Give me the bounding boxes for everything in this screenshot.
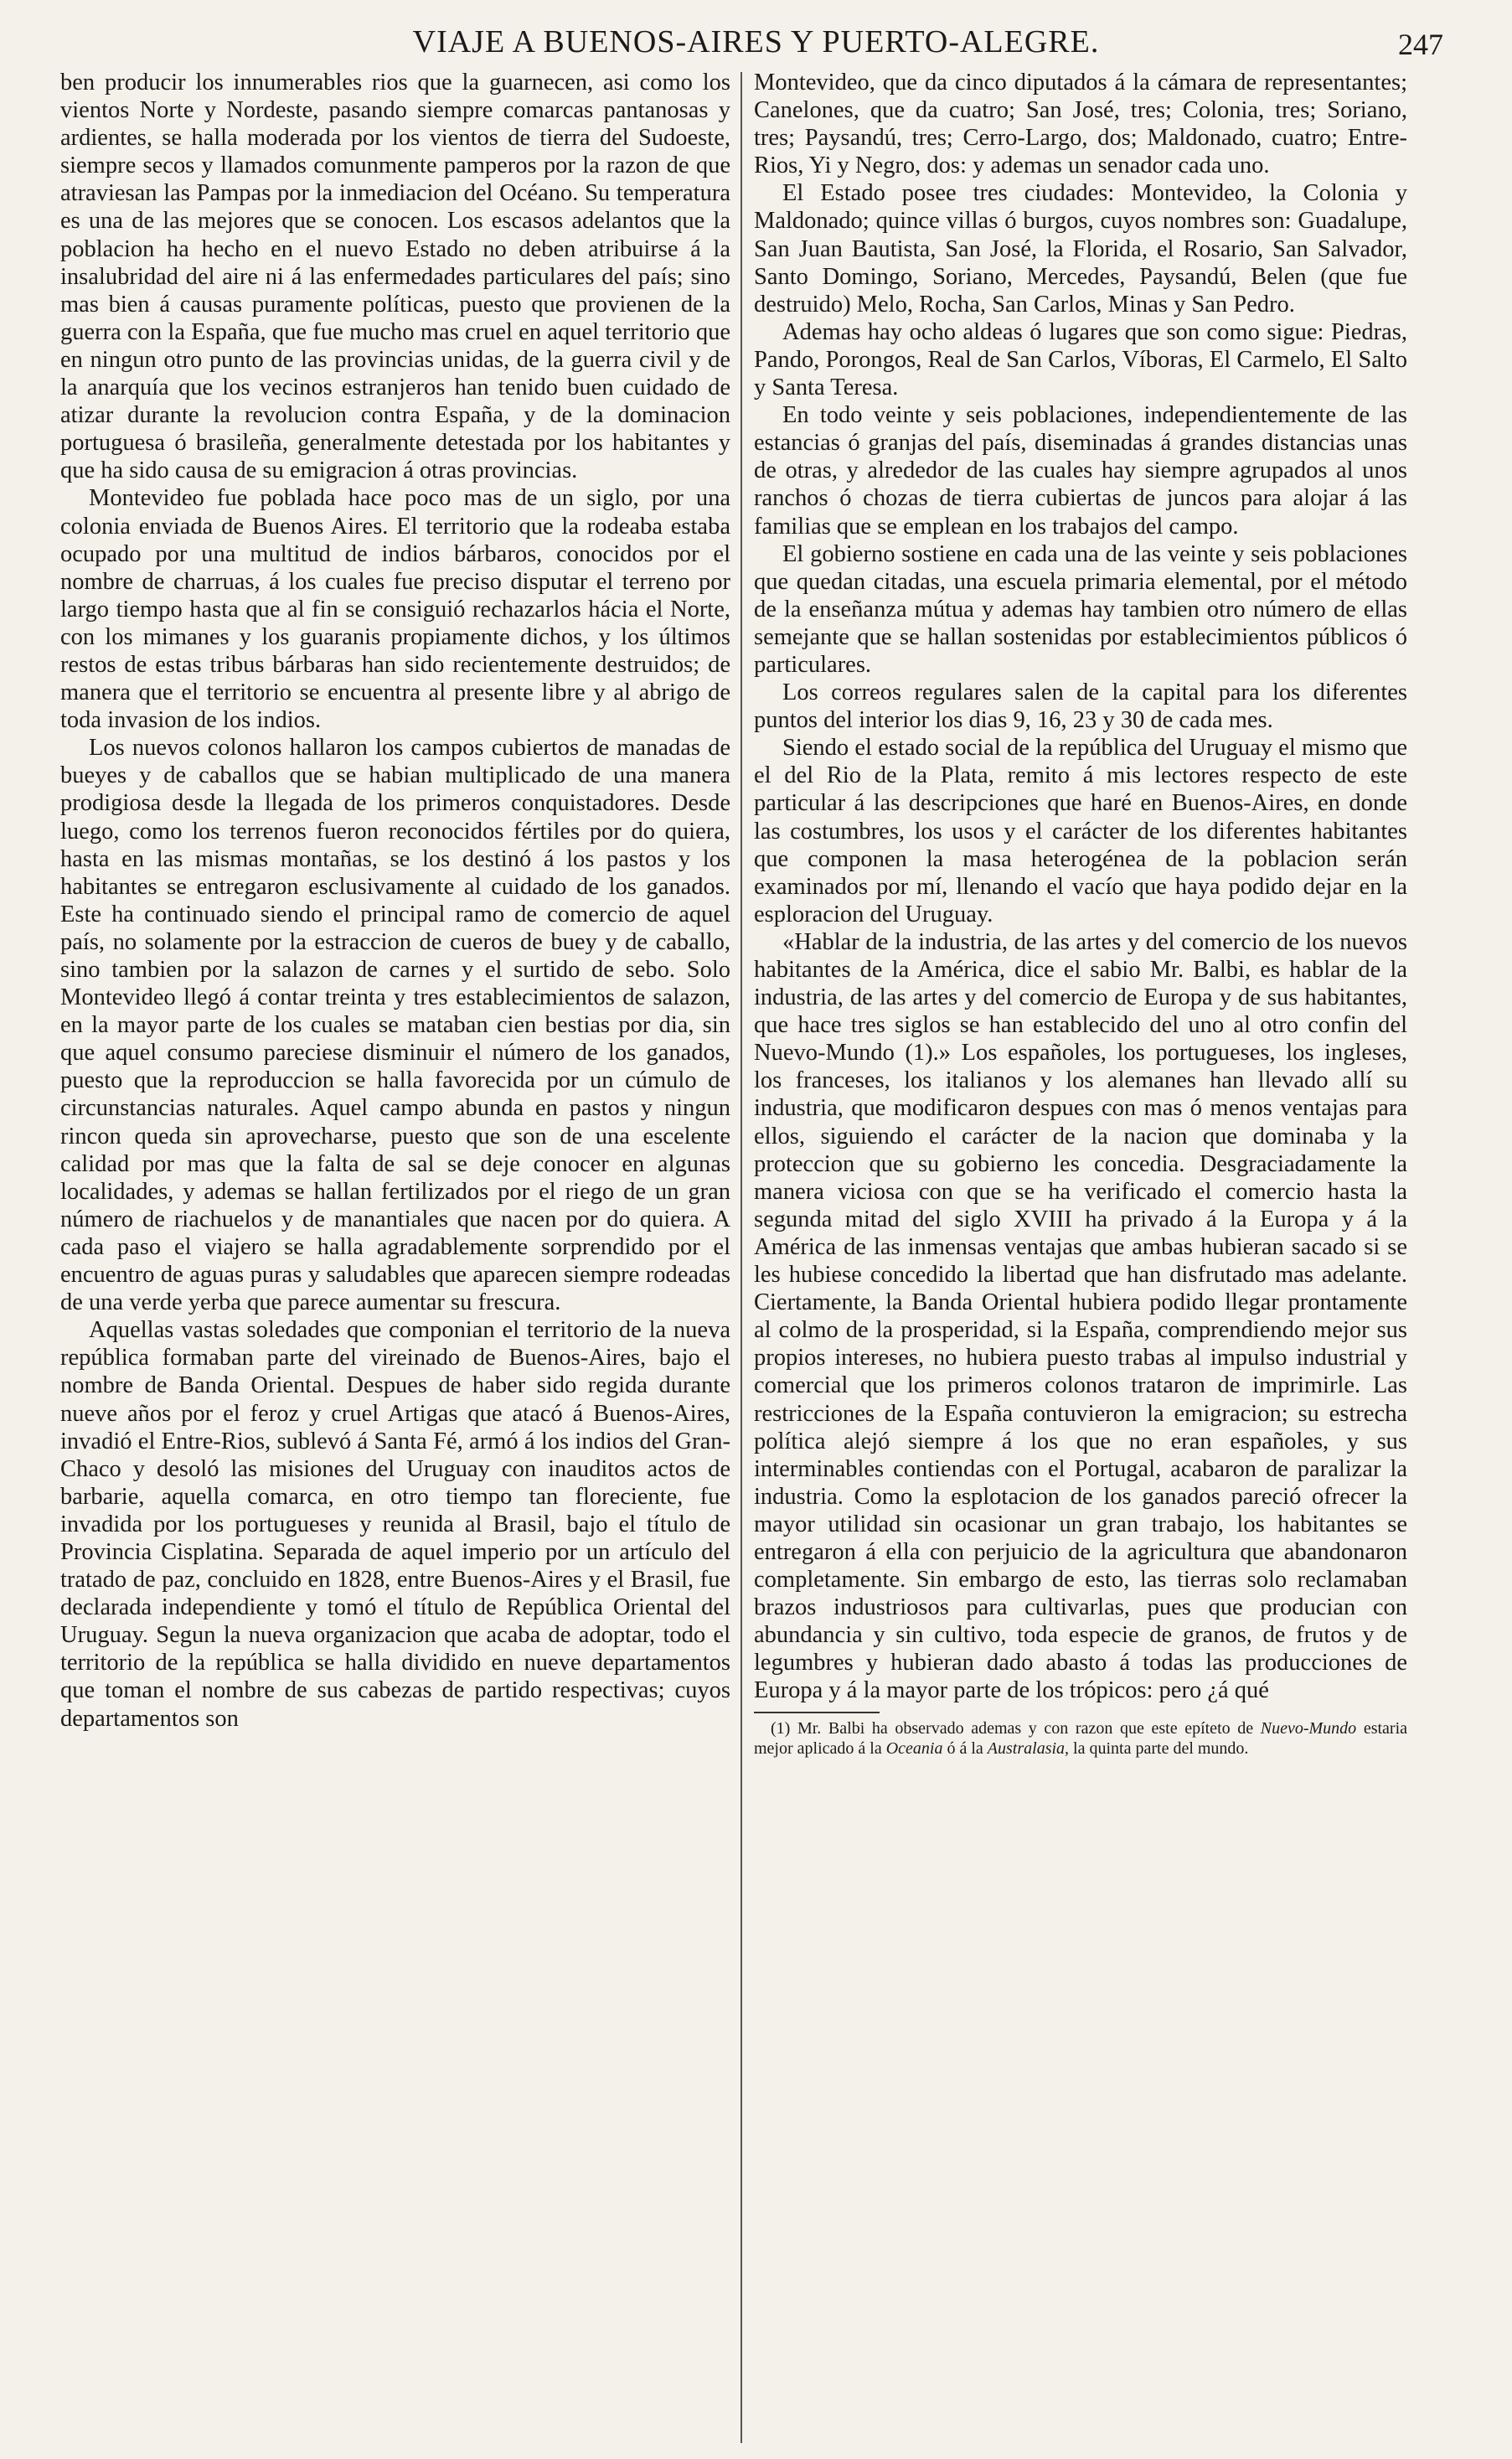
paragraph: Aquellas vastas soledades que componian el territorio de la nueva república formaban parte del vireinado de Buenos-Aires, bajo el nombre de Banda Oriental. Despues de haber sido regida durante nueve años por el feroz y cruel Artigas que atacó á Buenos-Aires, invadió el Entre-Rios, sublevó á Santa Fé, armó á los indios del Gran-Chaco y desoló las misiones del Uruguay con inauditos actos de barbarie, aquella comarca, en otro tiempo tan floreciente, fue invadida por los portugueses y reunida al Brasil, bajo el título de Provincia Cisplatina. Separada de aquel imperio por un artículo del tratado de paz, concluido en 1828, entre Buenos-Aires y el Brasil, fue declarada independiente y tomó el título de República Oriental del Uruguay. Segun la nueva organizacion que acaba de adoptar, todo el territorio de la república se halla dividido en nueve departamentos que toman el nombre de sus cabezas de partido respectivas; cuyos departamentos son: [60, 1317, 730, 1732]
left-column: [60, 69, 730, 2448]
footnote-text: ó á la: [942, 1738, 988, 1758]
footnote-text: estaria mejor aplicado á la: [754, 1718, 1407, 1758]
footnote-text: , la quinta parte del mundo.: [1065, 1738, 1249, 1758]
footnote-term: Australasia: [987, 1738, 1066, 1758]
page-number: 247: [1398, 28, 1443, 61]
paragraph: El gobierno sostiene en cada una de las veinte y seis poblaciones que quedan citadas, una escuela primaria elemental, por el método de la enseñanza mútua y ademas hay tambien otro número de ellas semejante que se hallan sostenidas por establecimientos públicos ó particulares.: [754, 540, 1407, 678]
paragraph: Montevideo, que da cinco diputados á la cámara de representantes; Canelones, que da cuatro; San José, tres; Colonia, tres; Soriano, tres; Paysandú, tres; Cerro-Largo, dos; Maldonado, cuatro; Entre-Rios, Yi y Negro, dos: y ademas un senador cada uno.: [754, 70, 1407, 179]
paragraph: En todo veinte y seis poblaciones, independientemente de las estancias ó granjas del país, diseminadas á grandes distancias unas de otras, y alrededor de las cuales hay siempre agrupados al unos ranchos ó chozas de tierra cubiertas de juncos para alojar á las familias que se emplean en los trabajos del campo.: [754, 402, 1407, 540]
paragraph: Los nuevos colonos hallaron los campos cubiertos de manadas de bueyes y de caballos que se habian multiplicado de una manera prodigiosa desde la llegada de los primeros conquistadores. Desde luego, como los terrenos fueron reconocidos fértiles por do quiera, hasta en las mismas montañas, se los destinó á los pastos y los habitantes se entregaron esclusivamente al cuidado de los ganados. Este ha continuado siendo el principal ramo de comercio de aquel país, no solamente por la estraccion de cueros de buey y de caballo, sino tambien por la salazon de carnes y el surtido de sebo. Solo Montevideo llegó á contar treinta y tres establecimientos de salazon, en la mayor parte de los cuales se mataban cien bestias por dia, sin que aquel consumo pareciese disminuir el número de los ganados, puesto que la reproduccion se halla favorecida por un cúmulo de circunstancias naturales. Aquel campo abunda en pastos y ningun rincon queda sin aprovecharse, puesto que son de una escelente calidad por mas que la falta de sal se deje conocer en algunas localidades, y ademas se hallan fertilizados por el riego de un gran número de riachuelos y de manantiales que nacen por do quiera. A cada paso el viajero se halla agradablemente sorprendido por el encuentro de aguas puras y saludables que aparecen siempre rodeadas de una verde yerba que parece aumentar su frescura.: [60, 735, 730, 1316]
paragraph: El Estado posee tres ciudades: Montevideo, la Colonia y Maldonado; quince villas ó burgos, cuyos nombres son: Guadalupe, San Juan Bautista, San José, la Florida, el Rosario, San Salvador, Santo Domingo, Soriano, Mercedes, Paysandú, Belen (que fue destruido) Melo, Rocha, San Carlos, Minas y San Pedro.: [754, 180, 1407, 318]
paragraph: «Hablar de la industria, de las artes y del comercio de los nuevos habitantes de la América, dice el sabio Mr. Balbi, es hablar de la industria, de las artes y del comercio de Europa y de sus habitantes, que hace tres siglos se han establecido del uno al otro confin del Nuevo-Mundo (1).» Los españoles, los portugueses, los ingleses, los franceses, los italianos y los alemanes han llevado allí su industria, que modificaron despues con mas ó menos ventajas para ellos, siguiendo el carácter de la nacion que dominaba y la proteccion que su gobierno les concedia. Desgraciadamente la manera viciosa con que se ha verificado el comercio hasta la segunda mitad del siglo XVIII ha privado á la Europa y á la América de las inmensas ventajas que ambas hubieran sacado si se les hubiese concedido la libertad que han disfrutado mas adelante. Ciertamente, la Banda Oriental hubiera podido llegar prontamente al colmo de la prosperidad, si la España, comprendiendo mejor sus propios intereses, no hubiera puesto trabas al impulso industrial y comercial que los primeros colonos trataron de imprimirle. Las restricciones de la España contuvieron la emigracion; su estrecha política alejó siempre á los que no eran españoles, y sus interminables contiendas con el Portugal, acabaron de paralizar la industria. Como la esplotacion de los ganados pareció ofrecer la mayor utilidad sin ocasionar un gran trabajo, los habitantes se entregaron á ella con perjuicio de la agricultura que abandonaron completamente. Sin embargo de esto, las tierras solo reclamaban brazos industriosos para cultivarlas, pues que producian con abundancia y sin cultivo, toda especie de granos, de frutos y de legumbres y hubieran dado abasto á todas las producciones de Europa y á la mayor parte de los trópicos: pero ¿á qué: [754, 928, 1407, 1704]
paragraph: Siendo el estado social de la república del Uruguay el mismo que el del Rio de la Plata, remito á mis lectores respecto de este particular á las descripciones que haré en Buenos-Aires, en donde las costumbres, los usos y el carácter de los diferentes habitantes que componen la masa heterogénea de la poblacion serán examinados por mí, llenando el vacío que haya podido dejar en la esploracion del Uruguay.: [754, 735, 1407, 927]
footnote-text: (1) Mr. Balbi ha observado ademas y con razon que este epíteto de: [771, 1718, 1261, 1738]
page-title: VIAJE A BUENOS-AIRES Y PUERTO-ALEGRE.: [412, 24, 1100, 59]
paragraph: Los correos regulares salen de la capital para los diferentes puntos del interior los dias 9, 16, 23 y 30 de cada mes.: [754, 679, 1407, 734]
footnote-rule: [754, 1712, 880, 1713]
paragraph: ben producir los innumerables rios que la guarnecen, asi como los vientos Norte y Nordeste, pasando siempre comarcas pantanosas y ardientes, se halla moderada por los vientos de tierra del Sudoeste, siempre secos y llamados comunmente pamperos por la razon de que atraviesan las Pampas por la inmediacion del Océano. Su temperatura es una de las mejores que se conocen. Los escasos adelantos que la poblacion ha hecho en el nuevo Estado no deben atribuirse á la insalubridad del aire ni á las enfermedades particulares del país; sino mas bien á causas puramente políticas, puesto que provienen de la guerra con la España, que fue mucho mas cruel en aquel territorio que en ningun otro punto de las provincias unidas, de la guerra civil y de la anarquía que los vecinos estranjeros han tenido buen cuidado de atizar durante la revolucion contra España, y de la dominacion portuguesa ó brasileña, generalmente detestada por los habitantes y que ha sido causa de su emigracion á otras provincias.: [60, 70, 730, 484]
column-divider: [741, 72, 742, 2443]
paragraph: Montevideo fue poblada hace poco mas de un siglo, por una colonia enviada de Buenos Aires. El territorio que la rodeaba estaba ocupado por una multitud de indios bárbaros, conocidos por el nombre de charruas, á los cuales fue preciso disputar el terreno por largo tiempo hasta que al fin se consiguió rechazarlos hácia el Norte, con los mimanes y los guaranis propiamente dichos, y los últimos restos de estas tribus bárbaras han sido recientemente destruidos; de manera que el territorio se encuentra al presente libre y al abrigo de toda invasion de los indios.: [60, 485, 730, 734]
footnote: [754, 1718, 1407, 1759]
running-header: [59, 23, 1453, 65]
footnote-term: Oceania: [885, 1738, 943, 1758]
right-column: [754, 69, 1407, 2448]
footnote-term: Nuevo-Mundo: [1260, 1718, 1357, 1738]
paragraph: Ademas hay ocho aldeas ó lugares que son como sigue: Piedras, Pando, Porongos, Real de San Carlos, Víboras, El Carmelo, El Salto y Santa Teresa.: [754, 318, 1407, 401]
